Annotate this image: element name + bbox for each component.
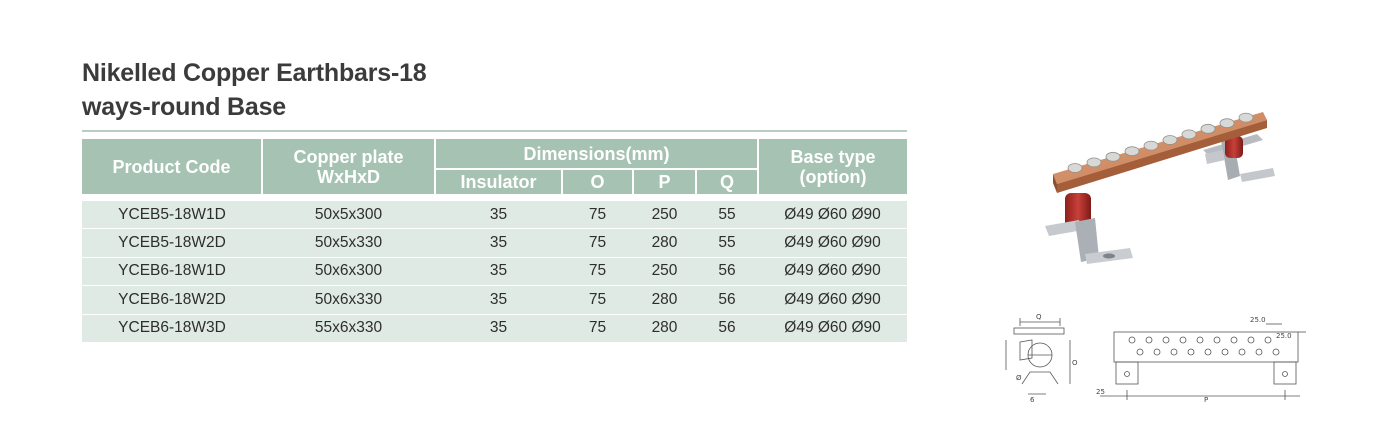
- cell-insulator: 35: [435, 201, 562, 229]
- cell-p: 280: [633, 314, 696, 342]
- stud-hole: [1180, 337, 1186, 343]
- cell-p: 250: [633, 201, 696, 229]
- header-product-code: Product Code: [82, 139, 262, 194]
- cell-o: 75: [562, 201, 633, 229]
- header-copper-plate-line1: Copper plate: [293, 146, 404, 167]
- table-row: [82, 201, 907, 229]
- stud-holes: [1129, 337, 1279, 355]
- title-line-2: ways-round Base: [82, 93, 287, 121]
- cell-insulator: 35: [435, 229, 562, 257]
- table-row: [82, 286, 907, 314]
- cell-insulator: 35: [435, 286, 562, 314]
- stud-hole: [1222, 349, 1228, 355]
- stud-hole: [1205, 349, 1211, 355]
- stud-hole: [1163, 337, 1169, 343]
- front-view: [1096, 316, 1306, 404]
- cell-q: 55: [696, 229, 758, 257]
- header-base-type-line1: Base type: [790, 146, 876, 167]
- cell-base: Ø49 Ø60 Ø90: [758, 201, 907, 229]
- cell-p: 280: [633, 229, 696, 257]
- label-p: P: [1204, 396, 1209, 404]
- stud-hole: [1256, 349, 1262, 355]
- stud-hole: [1171, 349, 1177, 355]
- header-o: O: [562, 169, 633, 194]
- stud-hole: [1137, 349, 1143, 355]
- cell-code: YCEB6-18W3D: [82, 314, 262, 342]
- cell-base: Ø49 Ø60 Ø90: [758, 314, 907, 342]
- stud-hole: [1154, 349, 1160, 355]
- header-insulator: Insulator: [435, 169, 562, 194]
- cell-o: 75: [562, 257, 633, 285]
- earthbar-product-image: [1035, 98, 1285, 278]
- label-25-bottom: 25: [1096, 388, 1105, 396]
- header-q: Q: [696, 169, 758, 194]
- cell-q: 56: [696, 314, 758, 342]
- cell-o: 75: [562, 314, 633, 342]
- table-row: [82, 314, 907, 342]
- header-copper-plate: [262, 139, 435, 194]
- stud-nut: [1163, 136, 1177, 145]
- cell-code: YCEB5-18W1D: [82, 201, 262, 229]
- stud-nut: [1201, 124, 1215, 133]
- technical-drawing: [1000, 310, 1310, 410]
- cell-q: 56: [696, 257, 758, 285]
- cell-plate: 55x6x330: [262, 314, 435, 342]
- cell-plate: 50x5x300: [262, 201, 435, 229]
- cell-q: 56: [696, 286, 758, 314]
- stud-hole: [1248, 337, 1254, 343]
- stud-nut: [1125, 147, 1139, 156]
- side-view: [1006, 313, 1078, 404]
- label-25-top: 25.0: [1250, 316, 1266, 324]
- cell-base: Ø49 Ø60 Ø90: [758, 257, 907, 285]
- cell-base: Ø49 Ø60 Ø90: [758, 229, 907, 257]
- label-phi: Ø: [1016, 374, 1022, 382]
- stud-hole: [1231, 337, 1237, 343]
- stud-hole: [1146, 337, 1152, 343]
- cell-code: YCEB6-18W1D: [82, 257, 262, 285]
- cell-p: 250: [633, 257, 696, 285]
- label-25-side: 25.0: [1276, 332, 1292, 340]
- cell-insulator: 35: [435, 314, 562, 342]
- stud-hole: [1273, 349, 1279, 355]
- title-divider: [82, 130, 907, 132]
- cell-plate: 50x6x330: [262, 286, 435, 314]
- header-copper-plate-line2: WxHxD: [316, 166, 380, 187]
- label-o: O: [1072, 359, 1078, 367]
- cell-base: Ø49 Ø60 Ø90: [758, 286, 907, 314]
- label-q: Q: [1036, 313, 1042, 321]
- cell-code: YCEB5-18W2D: [82, 229, 262, 257]
- stud-nut: [1220, 119, 1234, 128]
- stud-nut: [1068, 164, 1082, 173]
- front-bracket: [1045, 193, 1133, 264]
- cell-code: YCEB6-18W2D: [82, 286, 262, 314]
- cell-plate: 50x5x330: [262, 229, 435, 257]
- header-base-type-line2: (option): [799, 166, 867, 187]
- stud-hole: [1265, 337, 1271, 343]
- stud-nut: [1106, 152, 1120, 161]
- table-body: [82, 194, 907, 342]
- cell-insulator: 35: [435, 257, 562, 285]
- table-row: [82, 257, 907, 285]
- header-p: P: [633, 169, 696, 194]
- cell-p: 280: [633, 286, 696, 314]
- stud-nut: [1239, 113, 1253, 122]
- header-base-type: [758, 139, 907, 194]
- stud-nut: [1144, 141, 1158, 150]
- label-six: 6: [1030, 396, 1035, 404]
- stud-hole: [1214, 337, 1220, 343]
- spec-table: [82, 139, 907, 343]
- header-dimensions: Dimensions(mm): [435, 139, 758, 169]
- page-title: [82, 56, 427, 124]
- cell-q: 55: [696, 201, 758, 229]
- stud-hole: [1239, 349, 1245, 355]
- cell-o: 75: [562, 286, 633, 314]
- stud-hole: [1197, 337, 1203, 343]
- cell-o: 75: [562, 229, 633, 257]
- table-header: [82, 139, 907, 194]
- stud-hole: [1188, 349, 1194, 355]
- table-row: [82, 229, 907, 257]
- stud-nut: [1182, 130, 1196, 139]
- title-line-1: Nikelled Copper Earthbars-18: [82, 59, 427, 87]
- stud-nut: [1087, 158, 1101, 167]
- stud-hole: [1129, 337, 1135, 343]
- cell-plate: 50x6x300: [262, 257, 435, 285]
